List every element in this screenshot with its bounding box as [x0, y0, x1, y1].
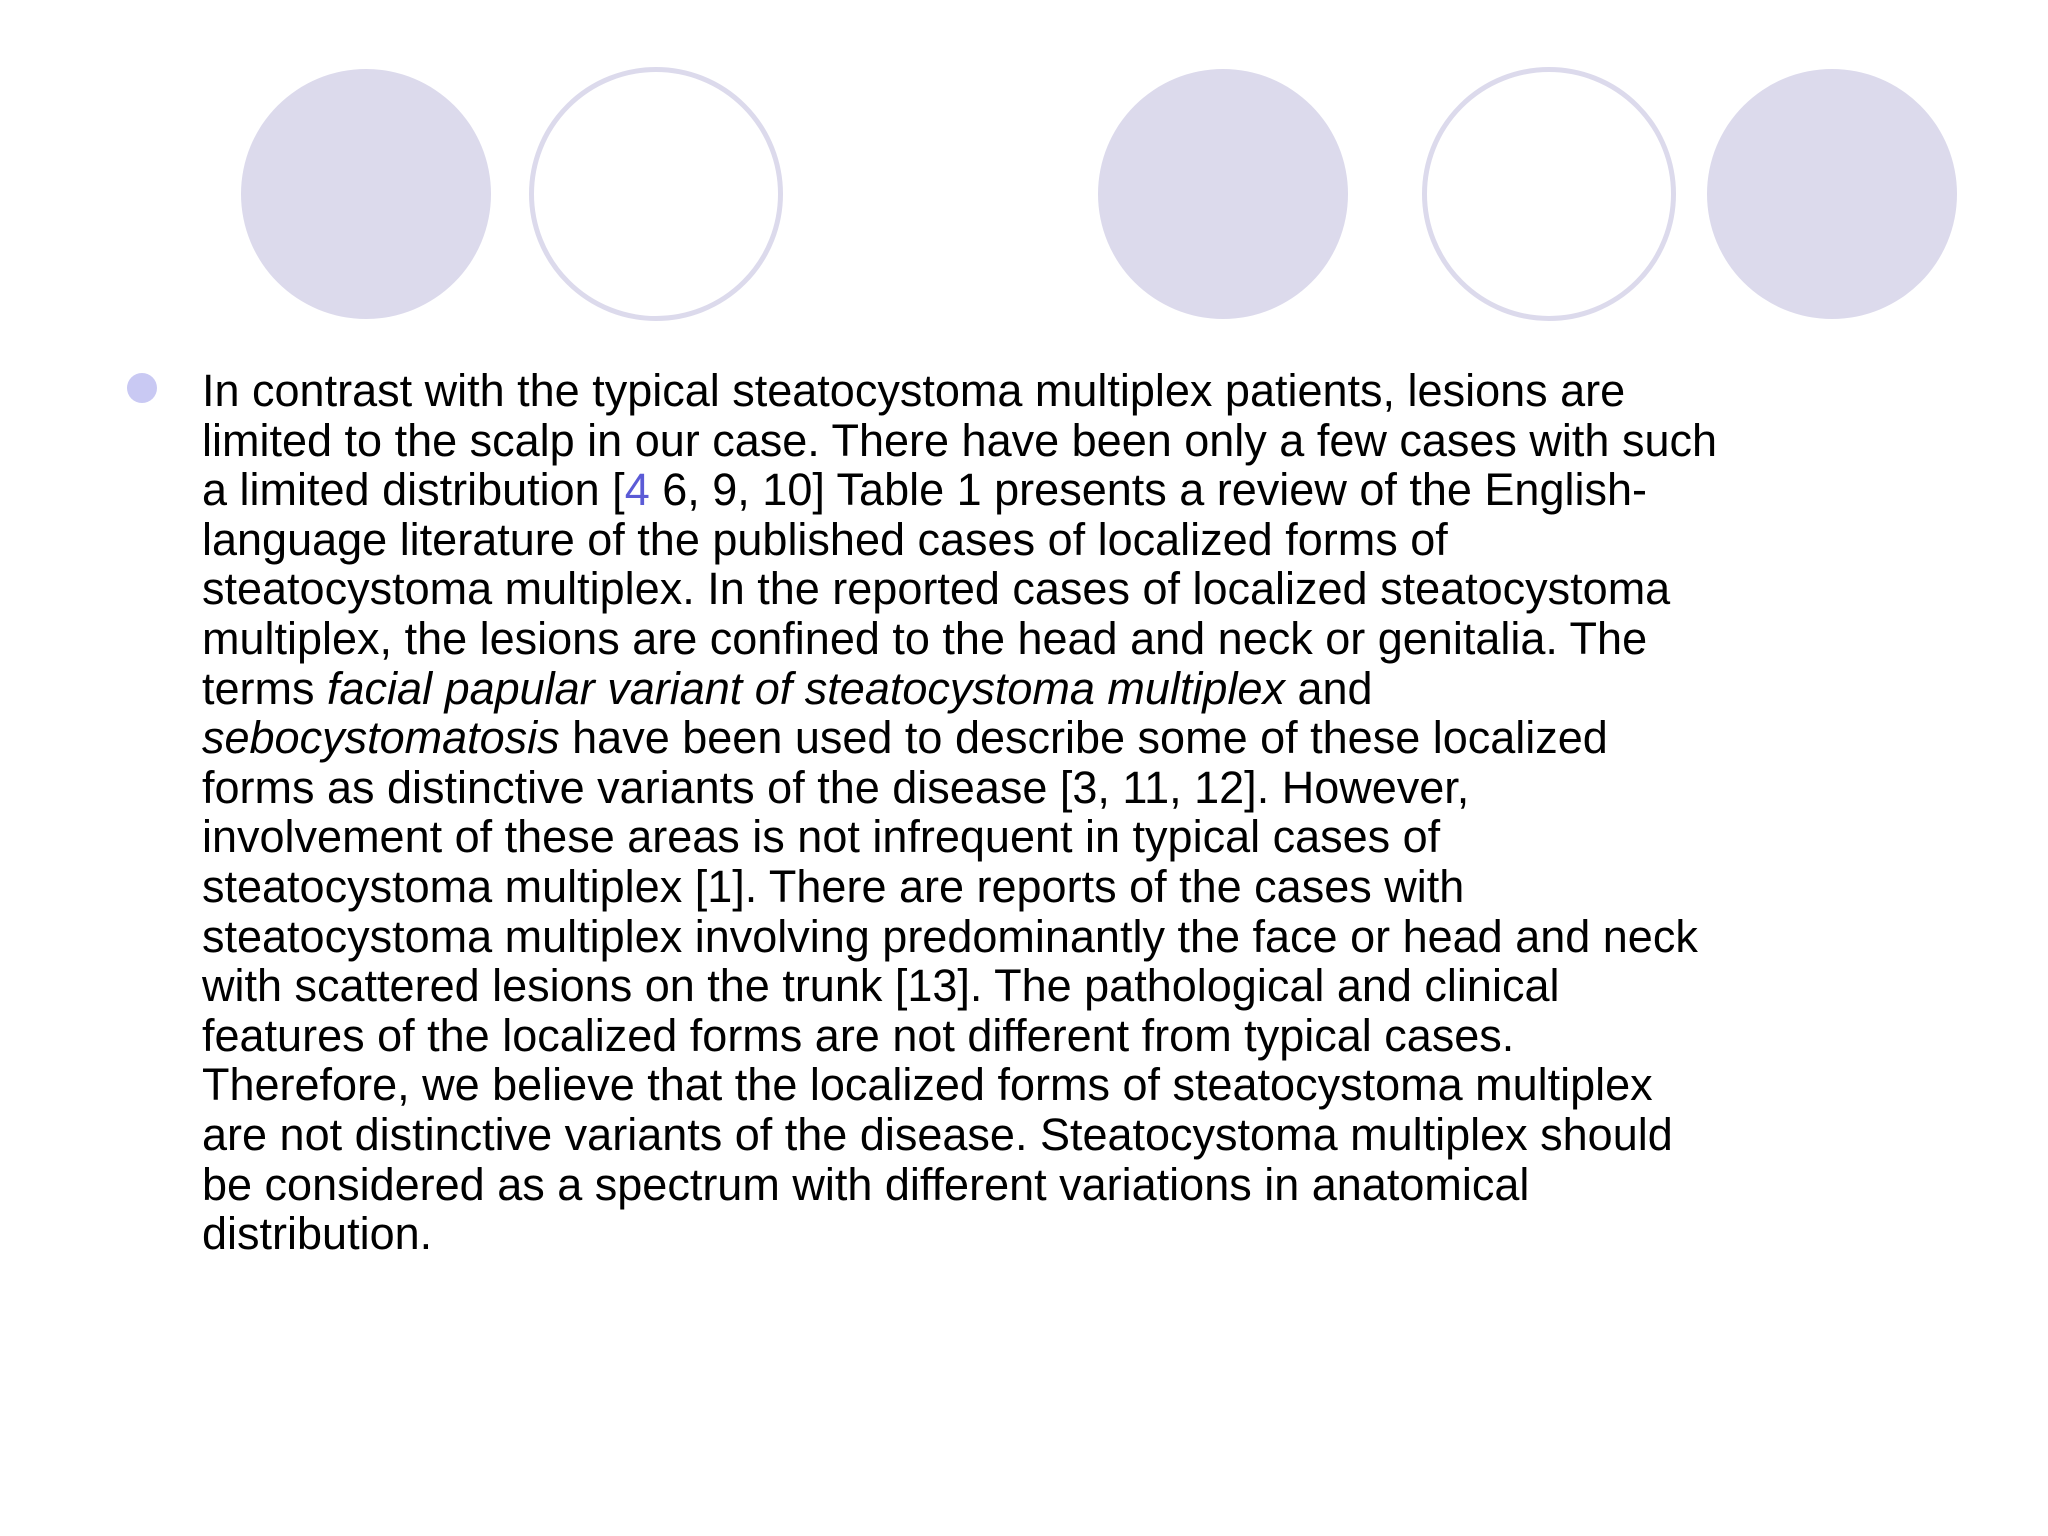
text-line: involvement of these areas is not infrequent in typical cases of	[202, 811, 1441, 863]
round-bullet-icon	[127, 373, 157, 403]
text-line: forms as distinctive variants of the disease [3, 11, 12]. However,	[202, 761, 1470, 813]
reference-link[interactable]: 4	[624, 464, 650, 516]
text-segment: and	[1284, 662, 1373, 714]
body-paragraph	[202, 366, 1962, 1259]
italic-term: facial papular variant of steatocystoma multiplex	[327, 662, 1285, 714]
filled-circle-decoration-3	[1098, 69, 1348, 319]
outline-circle-decoration-2	[529, 67, 783, 321]
text-line: are not distinctive variants of the disease. Steatocystoma multiplex should	[202, 1108, 1673, 1160]
text-line	[202, 465, 1962, 515]
filled-circle-decoration-5	[1707, 69, 1957, 319]
text-line: steatocystoma multiplex involving predominantly the face or head and neck	[202, 910, 1698, 962]
filled-circle-decoration-1	[241, 69, 491, 319]
text-line: with scattered lesions on the trunk [13]. The pathological and clinical	[202, 960, 1560, 1012]
text-line: multiplex, the lesions are confined to the head and neck or genitalia. The	[202, 612, 1648, 664]
text-line: Therefore, we believe that the localized forms of steatocystoma multiplex	[202, 1059, 1653, 1111]
text-line: language literature of the published cases of localized forms of	[202, 513, 1448, 565]
text-line: features of the localized forms are not different from typical cases.	[202, 1009, 1515, 1061]
text-segment: 6, 9, 10] Table 1 presents a review of the English-	[649, 464, 1647, 516]
text-segment: have been used to describe some of these localized	[559, 712, 1608, 764]
text-line: steatocystoma multiplex [1]. There are reports of the cases with	[202, 860, 1465, 912]
text-line: steatocystoma multiplex. In the reported cases of localized steatocystoma	[202, 563, 1671, 615]
outline-circle-decoration-4	[1422, 67, 1676, 321]
text-line: distribution.	[202, 1208, 433, 1260]
text-line: limited to the scalp in our case. There have been only a few cases with such	[202, 414, 1717, 466]
text-line: In contrast with the typical steatocystoma multiplex patients, lesions are	[202, 365, 1626, 416]
text-line	[202, 664, 1962, 714]
text-segment: terms	[202, 662, 328, 714]
text-line: be considered as a spectrum with different variations in anatomical	[202, 1158, 1530, 1210]
text-segment: a limited distribution [	[202, 464, 625, 516]
text-line	[202, 713, 1962, 763]
italic-term: sebocystomatosis	[202, 712, 560, 764]
